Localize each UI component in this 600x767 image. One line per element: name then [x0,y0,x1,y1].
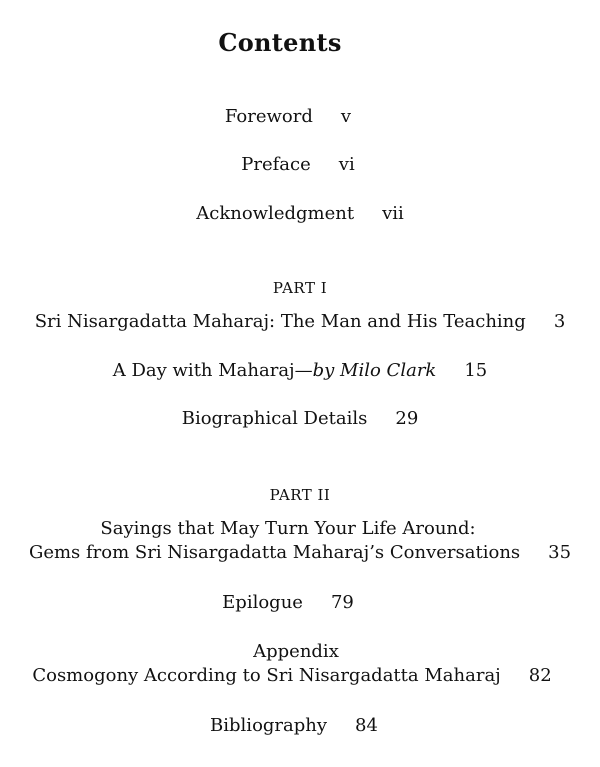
entry-title: Acknowledgment [196,203,355,224]
entry-title: Preface [241,154,311,175]
part-heading-1: PART I [272,279,328,297]
entry-title: Gems from Sri Nisargadatta Maharaj’s Conversations [28,542,521,563]
entry-title: Biographical Details [181,408,368,429]
entry-page: 79 [330,592,354,613]
entry-title: Sri Nisargadatta Maharaj: The Man and His Teaching [34,311,526,332]
toc-entry-man-and-teaching [0,311,600,333]
entry-title: A Day with Maharaj [112,360,295,381]
entry-dash: — [294,360,313,381]
entry-page: 29 [395,408,419,429]
toc-entry-epilogue [0,592,588,614]
entry-title: Epilogue [222,592,303,613]
toc-entry-appendix-line2 [0,665,592,687]
entry-page: 82 [528,665,552,686]
entry-page: 35 [548,542,572,563]
toc-entry-biographical-details [0,408,600,430]
entry-title: Sayings that May Turn Your Life Around: [100,518,476,539]
toc-entry-acknowledgment [0,203,600,225]
page-title: Contents [218,28,342,57]
entry-byline: by Milo Clark [312,360,437,381]
toc-entry-preface [0,154,598,176]
entry-page: 15 [464,360,488,381]
toc-entry-sayings-line2 [0,542,600,564]
part-heading-2: PART II [269,486,331,504]
toc-entry-appendix-line1 [0,641,596,663]
entry-title: Cosmogony According to Sri Nisargadatta Maharaj [32,665,501,686]
entry-title: Bibliography [210,715,328,736]
toc-entry-foreword [0,106,588,128]
entry-page: vi [338,154,355,175]
toc-entry-sayings-line1 [0,518,588,540]
toc-entry-day-with-maharaj [0,360,600,382]
toc-entry-bibliography [0,715,594,737]
entry-title: Foreword [224,106,313,127]
entry-page: 84 [355,715,378,736]
entry-page: vii [382,203,404,224]
entry-title: Appendix [253,641,339,662]
entry-page: v [340,106,352,127]
entry-page: 3 [553,311,566,332]
